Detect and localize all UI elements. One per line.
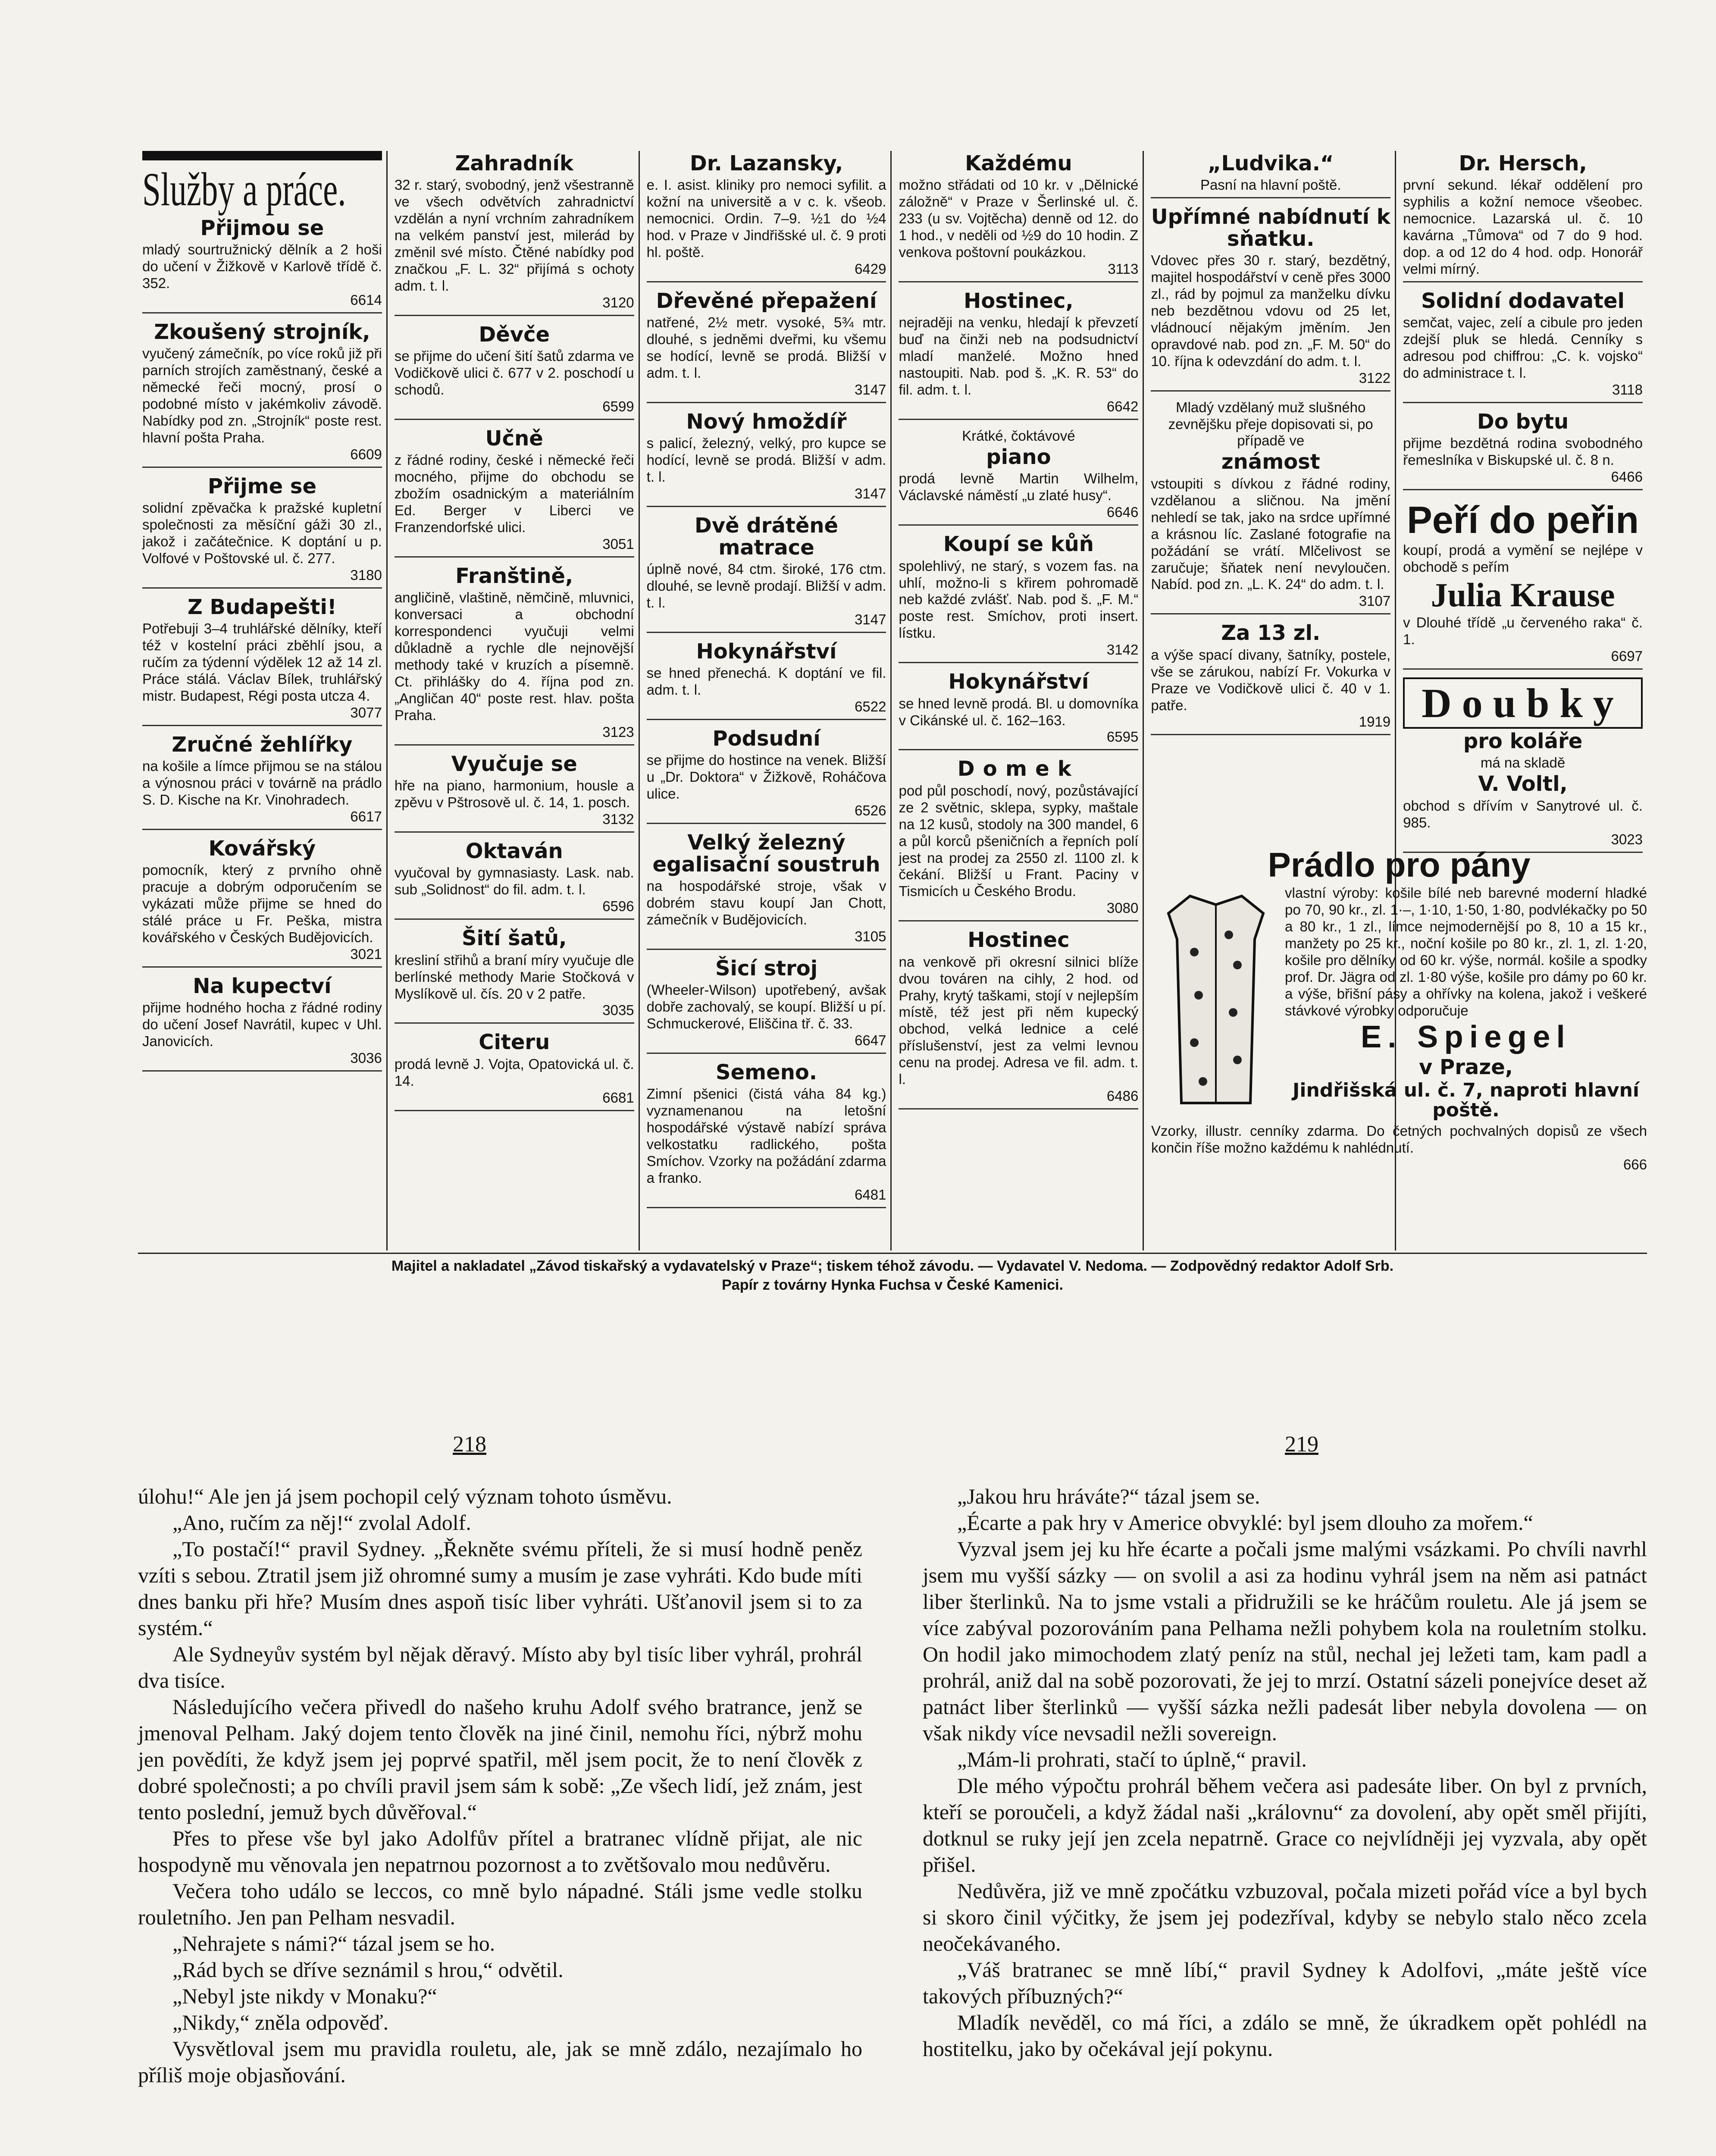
ad-number: 6596 (602, 898, 634, 915)
ad-zehlirky (142, 734, 382, 830)
ad-number: 6481 (855, 1186, 886, 1203)
ad-text: hře na piano, harmonium, housle a zpěvu v Pštrosově ul. č. 14, 1. posch. (394, 777, 634, 811)
ads-column-3 (642, 151, 892, 1250)
ad-text: nejraději na venku, hledají k převzetí buď na činži neb na podsudnictví mladí manželé. Možno hned nastoupiti. Nab. pod š. „K. R. 53“ do fil. adm. t. l. (899, 314, 1139, 398)
ad-number: 3132 (602, 811, 634, 827)
ad-text: vyučoval by gymnasiasty. Lask. nab. sub „Solidnost“ do fil. adm. t. l. (394, 865, 634, 898)
ad-strojnik (142, 321, 382, 468)
ad-ludvika (1151, 153, 1390, 198)
ad-text: vyučený zámečník, po více roků již při parních strojích zaměstnaný, české a německé řeči mocný, prosí o podobné místo v jakémkoliv závodě. Nabídky pod zn. „Strojník“ poste rest. hlavní pošta Praha. (142, 345, 382, 445)
ad-text: na hospodářské stroje, však v dobrém stavu koupí Jan Chott, zámečník v Budějovicích. (646, 877, 886, 928)
ad-number: 6617 (350, 808, 382, 824)
ad-number: 6526 (855, 802, 886, 819)
ad-sluzby (142, 165, 382, 313)
story-paragraph: „Mám-li prohrati, stačí to úplně,“ pravil. (957, 1747, 1307, 1771)
ad-text: prodá levně Martin Wilhelm, Václavské náměstí „u zlaté husy“. (899, 470, 1139, 504)
ad-text: se hned přenechá. K doptání ve fil. adm. t. l. (646, 665, 886, 698)
ad-heading: Zahradník (455, 151, 573, 175)
ad-text: se hned levně prodá. Bl. u domovníka v Cikánské ul. č. 162–163. (899, 695, 1139, 728)
ad-text: se přijme do učení šití šatů zdarma ve Vodičkově ulici č. 677 v 2. poschodí u schodů. (394, 348, 634, 398)
ad-text: vstoupiti s dívkou z řádné rodiny, vzdělanou a sličnou. Na jmění nehledí se tak, jako na srdce upřímné a krásnou líc. Zaslané fotografie na požádání se vrátí. Mlčelivost se zaručuje; šňatek není nevyloučen. Nabíd. pod zn. „L. K. 24“ do adm. t. l. (1151, 475, 1391, 592)
ad-heading: Oktaván (465, 839, 563, 864)
ad-number: 6697 (1611, 648, 1643, 664)
ad-podsudni (647, 728, 886, 824)
story-paragraph: úlohu!“ Ale jen já jsem pochopil celý význam tohoto úsměvu. (138, 1484, 672, 1508)
ad-text: a výše spací divany, šatníky, postele, vše se zárukou, nabízí Fr. Vokurka v Praze ve Vodičkově ulici č. 40 v 1. patře. (1151, 646, 1391, 713)
section-title: Služby a práce. (142, 163, 346, 216)
ad-number: 3123 (602, 724, 634, 740)
merchant-address: v Dlouhé třídě „u červeného raka“ č. 1. (1403, 614, 1643, 648)
ad-za13 (1151, 622, 1390, 735)
ad-heading: Z Budapešti! (188, 595, 337, 619)
story-paragraph: Vyzval jsem jej ku hře écarte a počali jsme malými vsázkami. Po chvíli navrhl jsem mu vyšší sázky — on svolil a asi za hodinu vyhrál jsem na něm asi patnáct liber šterlinků. Na to jsme vstali a přidružili se ke hráčům rouletu. Ale já jsem se více zabýval pozorováním pana Pelhama nežli pohybem kola na rouletním stolku. On hodil jako mimochodem zlatý peníz na stůl, nechal jej ležeti tam, kam padl a prohrál, aniž dal na sobě pozorovati, že jej to mrzí. Ostatní sázeli ponejvíce deset až patnáct liber šterlinků — vyšší sázka nežli padesát liber nebyla dovolena — on však nikdy více nevsadil nežli sovereign. (923, 1537, 1647, 1745)
ad-oktavan (395, 840, 634, 920)
ad-text: Zimní pšenici (čistá váha 84 kg.) vyznamenanou na letošní hospodářské výstavě nabízí správa velkostatku radlického, pošta Smíchov. Vzorky na požádání zdarma a franko. (646, 1086, 886, 1186)
ad-devce (395, 324, 634, 420)
merchant-name: E. Spiegel (1360, 1019, 1572, 1054)
story-paragraph: Přes to přese vše byl jako Adolfův přítel a bratranec vlídně přijat, ale nic hospodyně mu věnovala jen nepatrnou pozornost a to zvětšovalo mou nedůvěru. (138, 1826, 862, 1877)
ad-heading: Peří do peřin (1407, 498, 1639, 542)
ad-number: 6681 (602, 1089, 634, 1106)
ad-number: 6642 (1106, 398, 1139, 415)
ad-heading: Citeru (479, 1030, 550, 1055)
ad-matrace (647, 515, 886, 633)
imprint-line-paper: Papír z továrny Hynka Fuchsa v České Kamenici. (722, 1277, 1063, 1294)
ad-kovarsky (142, 838, 382, 968)
ad-heading: Nový hmoždíř (686, 410, 847, 434)
ad-text: semčat, vajec, zelí a cibule pro jeden zdejší pluk se hledá. Cenníky s adresou pod chiffrou: „C. k. vojsko“ do administrace t. l. (1403, 314, 1643, 381)
ad-heading: Semeno. (716, 1060, 817, 1084)
ad-note: Vzorky, illustr. cenníky zdarma. Do četných pochvalných dopisů ze všech končin říše možno každému k nahlédnutí. (1151, 1123, 1647, 1156)
ad-number: 6522 (855, 699, 886, 715)
ad-heading: Šití šatů, (462, 926, 567, 951)
ad-text: e. I. asist. kliniky pro nemoci syfilit. a kožní na universitě a v c. k. všeob. nemocnici. Ordin. 7–9. ½1 do ½4 hod. v Praze v Jindřišské ul. č. 9 proti hl. poště. (646, 177, 886, 260)
ad-number: 3023 (1611, 831, 1643, 847)
ad-text: prodá levně J. Vojta, Opatovická ul. č. 14. (394, 1056, 634, 1089)
ads-column-4 (894, 151, 1144, 1250)
story-paragraph: Nedůvěra, již ve mně zpočátku vzbuzoval, počala mizeti pořád více a byl bych si skoro činil výčitky, že jsem jej podezříval, kdyby se nebylo stalo něco zcela neočekávaného. (923, 1879, 1647, 1955)
ad-heading: Děvče (479, 322, 550, 347)
ad-number: 3142 (1106, 642, 1139, 658)
ad-number: 3118 (1612, 382, 1643, 398)
ad-text: 32 r. starý, svobodný, jenž všestranně ve všech odvětvích zahradnictví vzdělán a nyní vrchním zahradníkem na velkém panství jest, milerád by změnil své místo. Čtěné nabídky pod značkou „F. L. 32“ přijímá s ochoty adm. t. l. (394, 177, 634, 294)
ad-heading: Do bytu (1477, 410, 1569, 434)
ad-heading: Za 13 zl. (1221, 621, 1321, 646)
ad-text: Vdovec přes 30 r. starý, bezdětný, majitel hospodářství v ceně přes 3000 zl., rád by pojmul za manželku dívku neb bezdětnou vdovu od 25 let, vládnoucí nějakým jměním. Jen opravdové nab. pod zn. „F. M. 50“ do 10. října k odevzdání do adm. t. l. (1151, 252, 1391, 369)
ad-text: s palicí, železný, velký, pro kupce se hodící, levně se prodá. Bližší v adm. t. l. (646, 435, 886, 485)
story-paragraph: Večera toho událo se leccos, co mně bylo nápadné. Stáli jsme vedle stolku rouletního. Jen pan Pelham nesvadil. (138, 1879, 862, 1929)
ad-text: pod půl poschodí, nový, pozůstávající ze 2 světnic, sklepa, sypky, maštale na 12 kusů, stodoly na 300 mandel, 6 a půl korců pšeničních a řepních polí jest na prodej za 2550 zl. 1100 zl. k čekání. Bližší u Frant. Paciny v Tismicích u Českého Brodu. (899, 782, 1139, 899)
ad-number: 3080 (1106, 900, 1139, 916)
ad-heading: Hostinec (968, 928, 1070, 953)
ad-semeno (647, 1062, 886, 1208)
ad-text: se přijme do hostince na venek. Bližší u „Dr. Doktora“ v Žižkově, Roháčova ulice. (646, 752, 886, 802)
ad-heading: Přijme se (207, 474, 316, 498)
ad-heading: Každému (965, 151, 1072, 175)
merchant-address: obchod s dřívím v Sanytrové ul. č. 985. (1403, 797, 1643, 830)
ad-text: přijme hodného hocha z řádné rodiny do učení Josef Navrátil, kupec v Uhl. Janovicích. (142, 1000, 382, 1050)
story-paragraph: „Écarte a pak hry v Americe obvyklé: byl jsem dlouho za mořem.“ (957, 1510, 1533, 1535)
ad-text: (Wheeler-Wilson) upotřebený, avšak dobře zachovalý, se koupí. Bližší u pí. Schmuckerové, Eliščina tř. č. 33. (646, 982, 886, 1031)
ad-heading: Upřímné nabídnutí k sňatku. (1151, 205, 1390, 251)
ad-hostinec-1 (899, 290, 1138, 420)
ad-koupi (899, 533, 1138, 663)
ad-heading: známost (1221, 450, 1320, 474)
merchant-city: v Praze, (1419, 1055, 1513, 1079)
ad-number: 3021 (350, 946, 382, 962)
header-rule (142, 151, 382, 160)
imprint-footer (138, 1253, 1647, 1294)
story-paragraph: Následujícího večera přivedl do našeho kruhu Adolf svého bratrance, jenž se jmenoval Pelham. Jaký dojem tento člověk na jiné činil, nemohu říci, nýbrž mohu jen povědíti, že když jsem jej poprvé spatřil, měl jsem pocit, že to není člověk z dobré společnosti; a po chvíli pravil jsem sám k sobě: „Ze všech lidí, jež znám, jest tento poslední, jemuž bych důvěřoval.“ (138, 1695, 862, 1824)
story-right-column (923, 1483, 1647, 2062)
ad-heading: Domek (957, 757, 1080, 781)
story-paragraph: „Nehrajete s námi?“ tázal jsem se ho. (172, 1931, 495, 1955)
ad-soustruh (647, 832, 886, 950)
story-paragraph: Vysvětloval jsem mu pravidla rouletu, ale, jak se mně zdálo, nezajímalo ho příliš moje objasňování. (138, 2037, 862, 2087)
ad-heading: Hokynářství (948, 670, 1089, 694)
ad-vyucuje (395, 753, 634, 833)
ad-heading: Dr. Hersch, (1459, 151, 1587, 175)
ad-number: 3107 (1359, 593, 1391, 609)
ad-number: 1919 (1359, 714, 1391, 730)
ad-heading: Koupí se kůň (943, 532, 1094, 557)
ad-hokynarstvi-2 (899, 671, 1138, 750)
story-paragraph: „Jakou hru hráváte?“ tázal jsem se. (957, 1484, 1260, 1508)
ad-preheading: Krátké, čoktávové (962, 428, 1075, 444)
ad-text: Potřebuji 3–4 truhlářské dělníky, kteří též v kostelní práci zběhlí jsou, a ručím za týdenní výdělek 12 až 14 zl. Práce stálá. Václav Bílek, truhlářský mistr. Budapest, Régi posta utcza 4. (142, 620, 382, 704)
ad-heading: Hokynářství (696, 639, 837, 664)
ad-number: 3113 (1108, 261, 1139, 277)
ad-text: na košile a límce přijmou se na stálou a výnosnou práci v továrně na prádlo S. D. Kische na Kr. Vinohradech. (142, 758, 382, 808)
ad-heading: Solidní dodavatel (1421, 289, 1625, 313)
story-left-column (138, 1483, 862, 2088)
merchant-name: Julia Krause (1431, 576, 1615, 614)
ad-kupectvi (142, 975, 382, 1072)
ad-heading: Dřevěné přepažení (656, 289, 877, 313)
ad-number: 6614 (350, 291, 382, 308)
ad-text: spolehlivý, ne starý, s vozem fas. na uhlí, možno-li s křirem pohromadě neb každé zvlášť. Nab. pod š. „F. M.“ poste rest. Smíchov, proti insert. lístku. (899, 558, 1139, 641)
story-paragraph: „Nebyl jste nikdy v Monaku?“ (172, 1984, 437, 2008)
ad-number: 3035 (602, 1002, 634, 1018)
ad-text: první sekund. lékař oddělení pro syphilis a kožní nemoce všeobec. nemocnice. Lazarská ul. č. 10 kavárna „Tůmova“ od 7 do 9 hod. dop. a od 12 do 4 hod. odp. Honorář velmi mírný. (1403, 177, 1643, 277)
page-number-left: 218 (453, 1432, 486, 1457)
ad-number: 3147 (855, 486, 886, 502)
ad-number: 6646 (1106, 504, 1139, 520)
ad-heading: Prádlo pro pány (1268, 846, 1531, 884)
ad-text: Pasní na hlavní poště. (1200, 177, 1341, 193)
ad-number: 3105 (855, 928, 886, 944)
ad-heading: Zkoušený strojník, (154, 320, 370, 344)
ad-number: 3147 (855, 611, 886, 627)
ad-sici (647, 958, 886, 1054)
ad-text: mladý sourtružnický dělník a 2 hoši do učení v Žižkově v Karlově třídě č. 352. (142, 241, 382, 291)
ad-franstine (395, 565, 634, 746)
ad-number: 3077 (350, 704, 382, 721)
ad-heading: Šicí stroj (715, 956, 818, 981)
story-paragraph: Dle mého výpočtu prohrál během večera asi padesáte liber. On byl z prvních, kteří se poroučeli, a když žádal naši „královnu“ za dovolení, aby opět směl přijíti, dotknul se ruky její jen zcela nepatrně. Grace co nejvlídněji jej vyzvala, aby opět přišel. (923, 1774, 1647, 1877)
ad-dodavatel (1403, 290, 1643, 403)
ad-kazdemu (899, 153, 1138, 282)
ad-number: 3036 (350, 1050, 382, 1066)
ad-number: 6647 (855, 1032, 886, 1048)
ad-zahradnik (395, 153, 634, 316)
ad-heading: Hostinec, (964, 289, 1074, 313)
story-paragraph: Mladík nevěděl, co má říci, a zdálo se mně, že úkradkem opět pohlédl na hostitelku, jako by očekával její pokynu. (923, 2010, 1647, 2061)
ad-number: 6609 (350, 446, 382, 462)
ad-number: 3122 (1359, 370, 1391, 386)
ad-znamost (1151, 399, 1390, 615)
ad-prijme (142, 476, 382, 589)
ad-heading: Učně (485, 426, 543, 451)
ad-text: angličině, vlaštině, němčině, mluvnici, konversaci a obchodní korrespondenci vyučuji velmi důkladně a rychle dle nejnovější methody také v kruzích a písemně. Ct. přihlášky do 4. října pod zn. „Angličan 40“ poste rest. hlav. pošta Praha. (394, 589, 634, 723)
ad-budapest (142, 596, 382, 726)
ad-heading: Kovářský (208, 836, 316, 861)
ad-prepazeni (647, 290, 886, 403)
ad-number: 3051 (602, 536, 634, 552)
ad-text: koupí, prodá a vymění se nejlépe v obchodě s peřím (1403, 542, 1643, 575)
story-paragraph: „To postačí!“ pravil Sydney. „Řekněte svému příteli, že si musí hodně peněz vzíti s sebou. Ztratil jsem již ohromné sumy a musím je zase vyhráti. Kdo bude míti dnes banku při hře? Musím dnes aspoň tisíc liber vyhráti. Ušťanovil jsem si to za systém.“ (138, 1537, 862, 1640)
ad-text: vlastní výroby: košile bílé neb barevné moderní hladké po 70, 90 kr., zl. 1·–, 1·10, 1·50, 1·80, podvlékačky po 50 a 80 kr., 1 zl., límce nejmodernější po 8, 10 a 15 kr., manžety po 25 kr., noční košile po 80 kr., zl. 1, zl. 1·20, košile pro dělníky od 60 kr. výše, normál. košile a spodky prof. Dr. Jägra od zl. 1·80 výše, košile pro dámy po 60 kr. a výše, břišní pásy a ohřívky na kolena, jakož i veškeré stávkové výrobky odporučuje (1285, 885, 1647, 1018)
ad-doubky (1403, 677, 1643, 853)
ad-heading: Dvě drátěné matrace (695, 514, 839, 560)
ad-heading: piano (986, 445, 1051, 469)
ad-hersch (1403, 153, 1643, 282)
ad-peri (1403, 498, 1643, 670)
ad-citeru (395, 1031, 634, 1111)
ad-number: 3147 (855, 382, 886, 398)
ads-column-1 (138, 151, 388, 1250)
ad-text: z řádné rodiny, české i německé řeči mocného, přijme do obchodu se zbožím osadnickým a materiálním Ed. Berger v Liberci ve Franzendorfské ulici. (394, 452, 634, 536)
ad-heading: Zručné žehlířky (172, 732, 353, 757)
ad-heading: Přijmou se (200, 216, 324, 240)
ad-text: kresliní střihů a braní míry vyučuje dle berlínské methody Marie Stočková v Myslíkově ul. čís. 20 v 2 patře. (394, 952, 634, 1002)
ads-column-2 (390, 151, 640, 1250)
ad-ucne (395, 428, 634, 558)
ad-number: 666 (1623, 1156, 1647, 1173)
story-paragraph: „Rád bych se dříve seznámil s hrou,“ odvětil. (172, 1958, 564, 1982)
ad-siti (395, 928, 634, 1024)
ad-hokynarstvi-1 (647, 641, 886, 720)
ad-number: 6486 (1106, 1088, 1139, 1104)
merchant-address: Jindřišská ul. č. 7, naproti hlavní poště. (1293, 1079, 1639, 1122)
ad-number: 6599 (602, 398, 634, 415)
ad-subheading: pro koláře (1463, 729, 1583, 753)
ad-heading: Doubky (1403, 677, 1643, 729)
shirt-illustration (1151, 887, 1281, 1112)
ad-text: natřené, 2½ metr. vysoké, 5¾ mtr. dlouhé, s jedněmi dveřmi, ku všemu se hodící, levně se prodá. Bližší v adm. t. l. (646, 314, 886, 381)
ad-text: úplně nové, 84 ctm. široké, 176 ctm. dlouhé, se levně prodají. Bližší v adm. t. l. (646, 561, 886, 611)
ad-preheading: Mladý vzdělaný muž slušného zevnějšku přeje dopisovati si, po případě ve (1168, 399, 1373, 449)
story-paragraph: „Nikdy,“ zněla odpověď. (172, 2010, 389, 2034)
ad-domek (899, 758, 1138, 921)
merchant-name: V. Voltl, (1478, 772, 1568, 796)
ad-number: 6595 (1106, 729, 1139, 745)
page-number-right: 219 (1285, 1432, 1318, 1457)
ad-text: pomocník, který z prvního ohně pracuje a dobrým odporučením se vykázati může přijme se hned do stálé práce u Fr. Peška, mistra kovářského v Českých Budějovicích. (142, 862, 382, 945)
ad-nabidnuti (1151, 206, 1390, 391)
ad-text: možno střádati od 10 kr. v „Dělnické záložně“ v Praze v Šerlinské ul. č. 233 (u sv. Vojtěcha) denně od 12. do 1 hod., v neděli od ½9 do 10 hodin. Z venkova poštovní poukázkou. (899, 177, 1139, 260)
ad-heading: Podsudní (712, 726, 820, 751)
ad-piano (899, 428, 1138, 526)
ad-heading: „Ludvika.“ (1207, 151, 1334, 175)
ad-number: 3180 (350, 567, 382, 583)
ad-heading: Velký železný egalisační soustruh (652, 830, 880, 877)
ad-number: 3120 (602, 294, 634, 310)
ad-text: má na skladě (1480, 755, 1566, 771)
story-paragraph: „Váš bratranec se mně líbí,“ pravil Sydney k Adolfovi, „máte ještě více takových příbuzných?“ (923, 1958, 1647, 2008)
ad-heading: Na kupectví (193, 974, 332, 998)
imprint-line-publisher: Majitel a nakladatel „Závod tiskařský a vydavatelský v Praze“; tiskem téhož závodu. — Vydavatel V. Nedoma. — Zodpovědný redaktor Adolf Srb. (391, 1258, 1394, 1274)
ad-number: 6429 (855, 261, 886, 277)
ad-heading: Vyučuje se (451, 752, 577, 776)
ad-number: 6466 (1611, 469, 1643, 485)
ad-lazansky (647, 153, 886, 282)
ad-heading: Franštině, (455, 564, 573, 589)
ad-text: přijme bezdětná rodina svobodného řemeslníka v Biskupské ul. č. 8 n. (1403, 435, 1643, 468)
ad-text: na venkově při okresní silnici blíže dvou továren na cihly, 2 hod. od Prahy, krytý taškami, stojí v nejlepším místě, též jest při něm kupecký obchod, velká lednice a celé příslušenství, jest za velmi levnou cenu na prodej. Adresa ve fil. adm. t. l. (899, 953, 1139, 1087)
story-paragraph: Ale Sydneyův systém byl nějak děravý. Místo aby byl tisíc liber vyhrál, prohrál dva tisíce. (138, 1642, 862, 1692)
ad-heading: Dr. Lazansky, (689, 151, 843, 175)
ad-pradlo (1151, 845, 1647, 1246)
ad-text: solidní zpěvačka k pražské kupletní společnosti za měsíční gáži 30 zl., jakož i začátečnice. K doptání u p. Volfové v Poštovské ul. č. 277. (142, 499, 382, 566)
ad-hmozdir (647, 411, 886, 507)
ad-dobytu (1403, 411, 1643, 490)
ad-hostinec-2 (899, 929, 1138, 1109)
story-paragraph: „Ano, ručím za něj!“ zvolal Adolf. (172, 1510, 471, 1535)
